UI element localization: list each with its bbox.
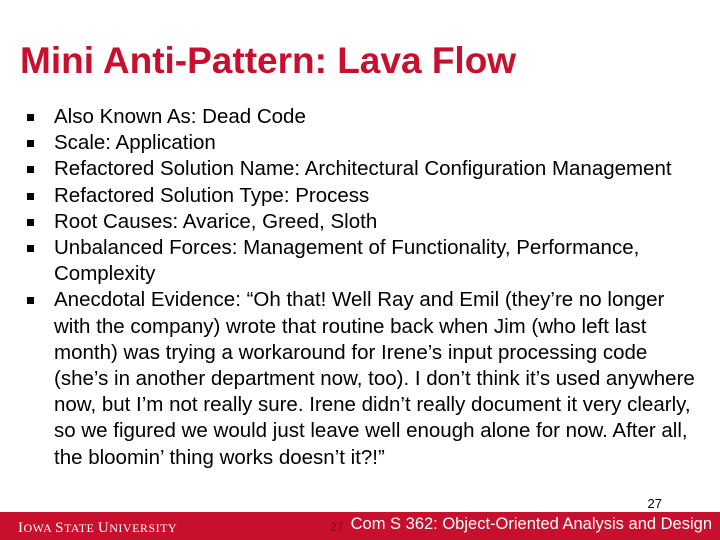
square-bullet-icon xyxy=(27,219,34,226)
square-bullet-icon xyxy=(27,140,34,147)
bullet-item xyxy=(22,183,702,209)
bullet-text: Unbalanced Forces: Management of Functionality, Performance, Complexity xyxy=(54,236,640,286)
slide-page-number: 27 xyxy=(647,496,662,511)
bullet-item xyxy=(22,287,702,470)
bullet-list xyxy=(22,104,702,471)
footer-page-number: 27 xyxy=(330,520,344,534)
course-title: Com S 362: Object-Oriented Analysis and Design xyxy=(350,515,712,533)
square-bullet-icon xyxy=(27,193,34,200)
square-bullet-icon xyxy=(27,114,34,121)
footer-bar xyxy=(0,512,720,540)
bullet-text: Also Known As: Dead Code xyxy=(54,105,306,128)
bullet-text: Scale: Application xyxy=(54,131,216,155)
bullet-item xyxy=(22,130,702,156)
square-bullet-icon xyxy=(27,245,34,252)
slide-title: Mini Anti-Pattern: Lava Flow xyxy=(20,40,517,81)
square-bullet-icon xyxy=(27,297,34,304)
bullet-item xyxy=(22,209,702,235)
bullet-item xyxy=(22,104,702,130)
bullet-text: Refactored Solution Name: Architectural Configuration Management xyxy=(54,157,672,181)
bullet-text: Refactored Solution Type: Process xyxy=(54,183,370,207)
square-bullet-icon xyxy=(27,166,34,173)
bullet-text: Anecdotal Evidence: “Oh that! Well Ray and Emil (they’re no longer with the company) wrote that routine back when Jim (who left last month) was trying a workaround for Irene’s input processing code (she’s in another department now, too). I don’t think it’s used anywhere now, but I’m not really sure. Irene didn’t really document it very clearly, so we figured we would just leave well enough alone for now. After all, the bloomin’ thing works doesn’t it?!” xyxy=(54,288,695,469)
bullet-item xyxy=(22,235,702,287)
bullet-text: Root Causes: Avarice, Greed, Sloth xyxy=(54,209,378,233)
bullet-item xyxy=(22,156,702,182)
university-wordmark: IOWA STATE UNIVERSITY xyxy=(18,520,178,536)
